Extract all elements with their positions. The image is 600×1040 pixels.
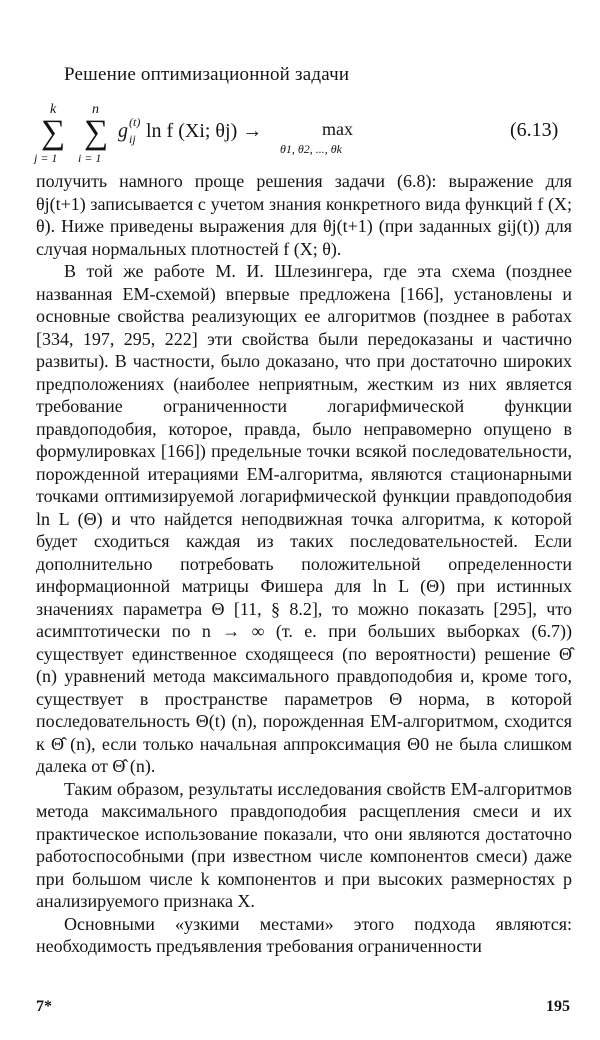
formula-max-under: θ1, θ2, ..., θk xyxy=(280,142,343,156)
sum2-sign: ∑ xyxy=(84,114,109,151)
sum1-lower-limit: j = 1 xyxy=(34,151,58,164)
formula-g-sup: (t) xyxy=(129,115,141,129)
section-heading: Решение оптимизационной задачи xyxy=(64,64,350,85)
sum2-upper-limit: n xyxy=(92,102,99,117)
formula-6-13 xyxy=(30,102,570,164)
equation-number: (6.13) xyxy=(510,119,559,141)
formula-g: g xyxy=(118,120,128,142)
formula-expression: ln f (Xi; θj) → xyxy=(146,120,263,142)
formula-max: max xyxy=(322,119,353,139)
paragraph-shlesinger: В той же работе М. И. Шлезингера, где эта схема (позднее названная ЕМ-схемой) впервые предложена [166], установлены и основные свойства реализующих ее алгоритмов (позднее в работах [334, 197, 295, 222] эти свойства были передоказаны и частично развиты). В частности, было доказано, что при достаточно широких предположениях (наиболее неприятным, жестким из них является требование ограниченности логарифмической функции правдоподобия, которое, правда, было неправомерно опущено в формулировках [166]) предельные точки всякой последовательности, порожденной итерациями ЕМ-алгоритма, являются стационарными точками оптимизируемой логарифмической функции правдоподобия ln L (Θ) и что найдется неподвижная точка алгоритма, к которой будет сходиться каждая из таких последовательностей. Если дополнительно потребовать положительной определенности информационной матрицы Фишера для ln L (Θ) при истинных значениях параметра Θ [11, § 8.2], то можно показать [295], что асимптотически по n → ∞ (т. е. при больших выборках (6.7)) существует единственное сходящееся (по вероятности) решение Θ̂ (n) уравнений метода максимального правдоподобия и, кроме того, существует в пространстве параметров Θ норма, в которой последовательность Θ(t) (n), порожденная ЕМ-алгоритмом, сходится к Θ̂ (n), если только начальная аппроксимация Θ0 не была слишком далека от Θ̂ (n). xyxy=(36,261,572,776)
signature-mark: 7* xyxy=(36,998,52,1015)
paragraph-bottlenecks: Основными «узкими местами» этого подхода являются: необходимость предъявления требования ограниченности xyxy=(36,913,572,956)
sum1-upper-limit: k xyxy=(50,102,57,117)
text-body xyxy=(36,170,572,958)
paragraph-continuation: получить намного проще решения задачи (6.8): выражение для θj(t+1) записывается с учетом знания конкретного вида функций f (X; θ). Ниже приведены выражения для θj(t+1) (при заданных gij(t)) для случая нормальных плотностей f (X; θ). xyxy=(36,171,572,259)
paragraph-conclusion: Таким образом, результаты исследования свойств ЕМ-алгоритмов метода максимального правдоподобия расщепления смеси и их практическое использование показали, что они являются достаточно работоспособными (при известном числе компонентов смеси) даже при большом числе k компонентов и при высоких размерностях p анализируемого признака X. xyxy=(36,778,572,911)
sum1-sign: ∑ xyxy=(41,114,66,151)
formula-g-sub: ij xyxy=(129,132,136,146)
sum2-lower-limit: i = 1 xyxy=(78,151,102,164)
page-number: 195 xyxy=(546,998,570,1015)
